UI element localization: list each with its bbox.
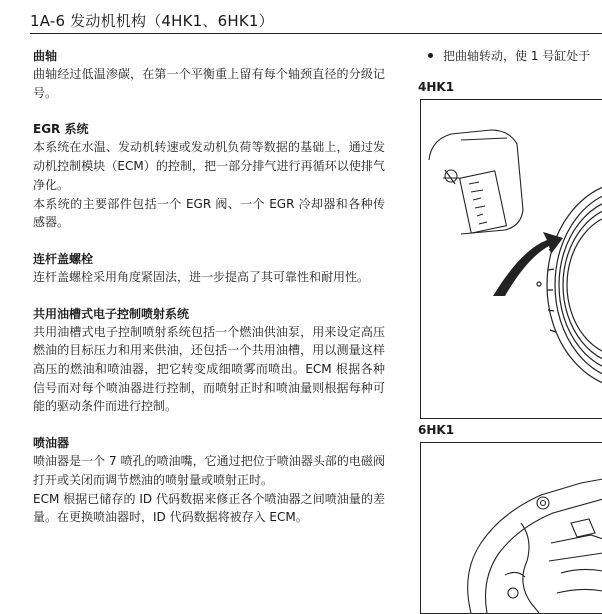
section-paragraph: 曲轴经过低温渗碳，在第一个平衡重上留有每个轴颈直径的分级记号。 [33, 67, 385, 100]
page-header-title: 1A-6 发动机机构（4HK1、6HK1） [30, 12, 274, 30]
figure-4hk1 [420, 99, 602, 419]
section-common-rail [33, 305, 385, 417]
section-title: 连杆盖螺栓 [33, 251, 94, 266]
bullet-instruction [428, 47, 590, 65]
section-title: 共用油槽式电子控制喷射系统 [33, 306, 190, 321]
section-paragraph: 本系统在水温、发动机转速或发动机负荷等数据的基础上，通过发动机控制模块（ECM）的控制，把一部分排气进行再循环以使排气净化。 [33, 140, 385, 192]
engine-front-illustration [421, 443, 602, 613]
figure-label-4hk1: 4HK1 [418, 80, 455, 94]
header-rule [30, 33, 602, 34]
section-paragraph: 连杆盖螺栓采用角度紧固法，进一步提高了其可靠性和耐用性。 [33, 269, 370, 284]
section-title: 曲轴 [33, 49, 58, 63]
section-paragraph: ECM 根据已储存的 ID 代码数据来修正各个喷油器之间喷油量的差量。在更换喷油器时，ID 代码数据将被存入 ECM。 [33, 491, 385, 525]
figure-label-6hk1: 6HK1 [418, 423, 455, 437]
section-egr-system [33, 120, 385, 232]
figure-6hk1 [420, 442, 602, 614]
section-paragraph: 本系统的主要部件包括一个 EGR 阀、一个 EGR 冷却器和各种传感器。 [33, 196, 385, 230]
bullet-dot-icon [428, 53, 433, 58]
section-crankshaft [33, 47, 385, 102]
section-paragraph: 喷油器是一个 7 喷孔的喷油嘴，它通过把位于喷油器头部的电磁阀打开或关闭而调节燃油的喷射量或喷射正时。 [33, 454, 385, 487]
section-paragraph: 共用油槽式电子控制喷射系统包括一个燃油供油泵，用来设定高压燃油的目标压力和用来供油，还包括一个共用油槽，用以测量这样高压的燃油和喷油器，把它转变成细喷雾而喷出。ECM 根据各种信号而对每个喷油器进行控制，而喷射正时和喷油量则根据每种可能的驱动条件而进行控制。 [33, 324, 385, 414]
section-conrod-bolt [33, 250, 385, 287]
section-injector [33, 434, 385, 527]
left-column [33, 47, 385, 545]
section-title: 喷油器 [33, 436, 70, 451]
bullet-text: 把曲轴转动，使 1 号缸处于 [443, 49, 591, 63]
rotation-arrow-icon [493, 232, 563, 296]
section-title: EGR 系统 [33, 122, 89, 137]
crank-pulley-illustration [421, 100, 602, 418]
